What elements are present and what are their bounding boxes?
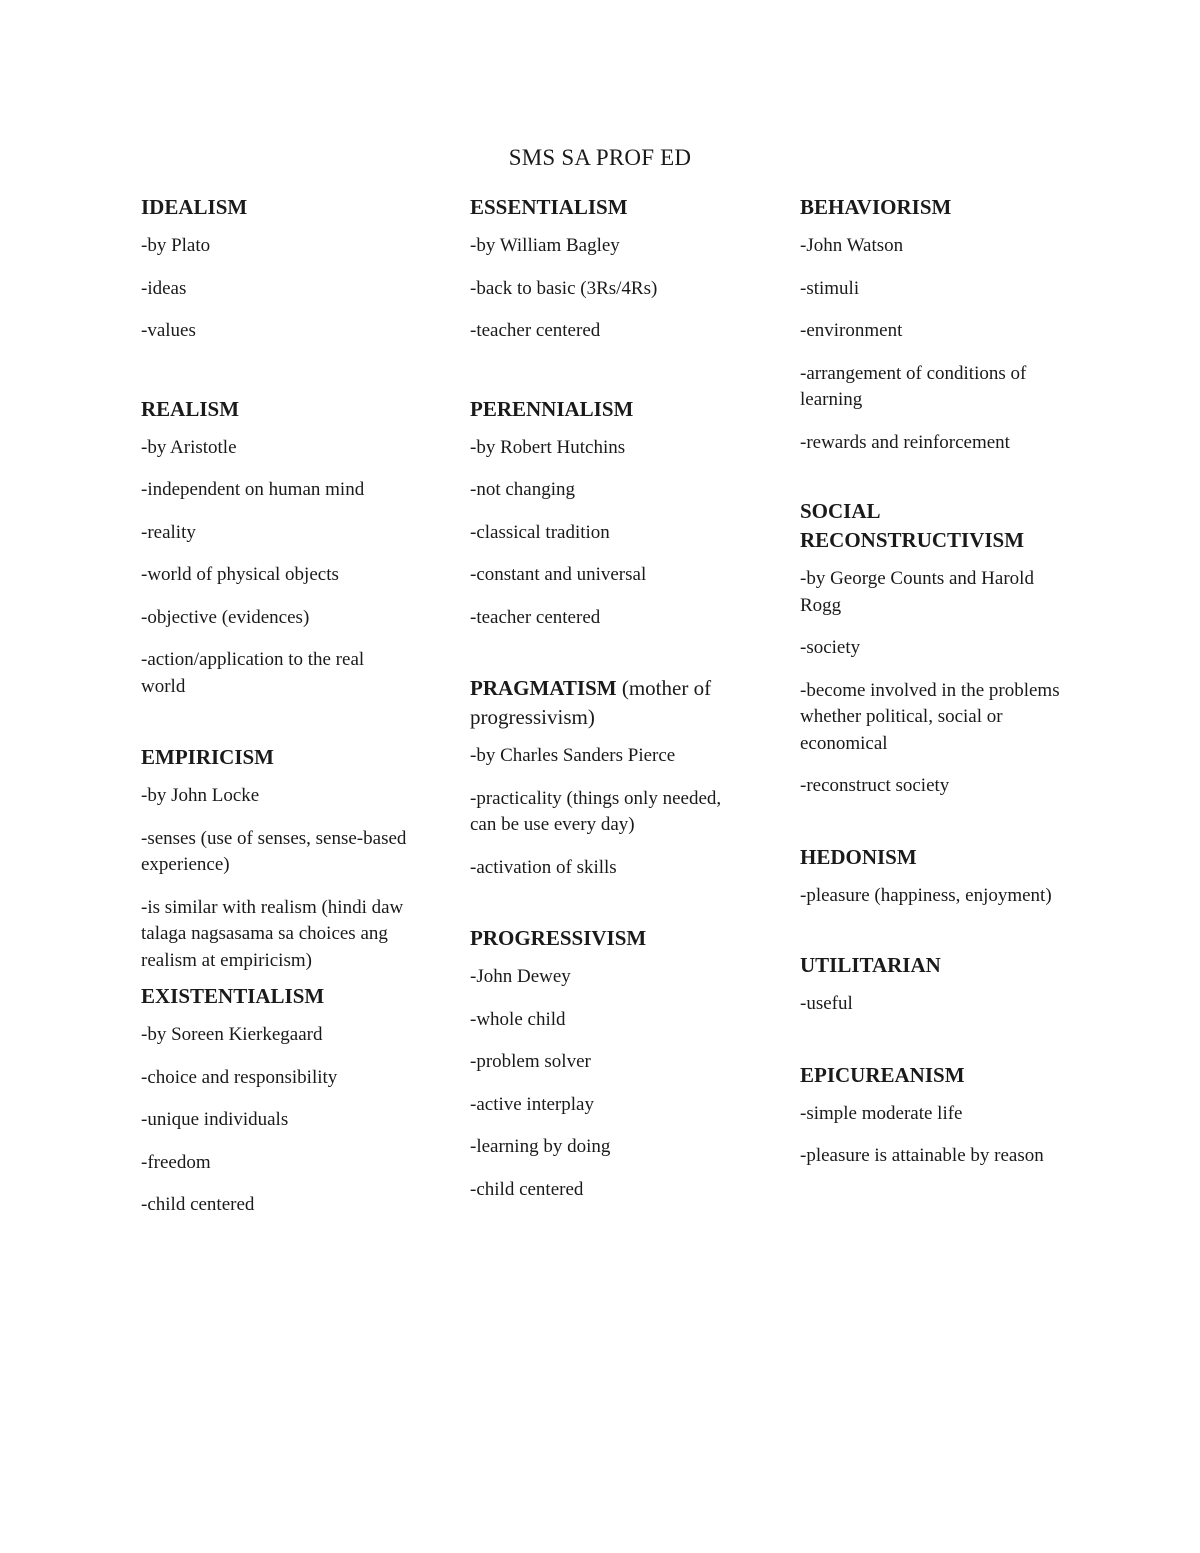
- list-item: -rewards and reinforcement: [800, 431, 1010, 453]
- section-heading: HEDONISM: [800, 844, 917, 869]
- section-heading: UTILITARIAN: [800, 953, 941, 977]
- column-1: [141, 193, 411, 1235]
- list-item: -active interplay: [470, 1093, 594, 1115]
- list-item: -back to basic (3Rs/4Rs): [470, 277, 658, 299]
- section-utilitarian: [800, 951, 1070, 1018]
- list-item: -by Aristotle: [141, 436, 237, 458]
- section-heading: BEHAVIORISM: [800, 195, 952, 219]
- section-heading: EPICUREANISM: [800, 1062, 965, 1087]
- list-item: -choice and responsibility: [141, 1066, 338, 1088]
- list-item: -stimuli: [800, 277, 860, 299]
- list-item: -unique individuals: [141, 1109, 289, 1130]
- list-item: -problem solver: [470, 1051, 591, 1072]
- section-perennialism: [470, 395, 740, 632]
- list-item: -is similar with realism (hindi daw talaga nagsasama sa choices ang realism at empiricism): [141, 896, 404, 971]
- list-item: -by Robert Hutchins: [470, 436, 626, 458]
- section-heading: SOCIAL RECONSTRUCTIVISM: [800, 499, 1025, 552]
- list-item: -values: [141, 320, 196, 341]
- list-item: -action/application to the real world: [141, 649, 365, 697]
- section-heading: PERENNIALISM: [470, 396, 634, 421]
- list-item: -classical tradition: [470, 521, 610, 543]
- list-item: -simple moderate life: [800, 1102, 963, 1124]
- list-item: -by George Counts and Harold Rogg: [800, 568, 1034, 616]
- list-item: -pleasure is attainable by reason: [800, 1145, 1044, 1166]
- section-idealism: [141, 193, 411, 345]
- list-item: -practicality (things only needed, can be use every day): [470, 787, 722, 835]
- list-item: -learning by doing: [470, 1136, 611, 1157]
- list-item: -environment: [800, 320, 903, 341]
- column-3: [800, 193, 1070, 1186]
- section-epicureanism: [800, 1061, 1070, 1170]
- section-empiricism: [141, 743, 411, 974]
- section-heading: REALISM: [141, 396, 240, 421]
- list-item: -by Plato: [141, 235, 211, 256]
- section-heading: IDEALISM: [141, 195, 248, 219]
- page-title: SMS SA PROF ED: [508, 145, 692, 170]
- list-item: -become involved in the problems whether political, social or economical: [800, 679, 1060, 754]
- section-pragmatism: [470, 674, 740, 881]
- list-item: -not changing: [470, 479, 576, 500]
- list-item: -arrangement of conditions of learning: [800, 362, 1027, 410]
- list-item: -independent on human mind: [141, 479, 365, 500]
- list-item: -teacher centered: [470, 320, 601, 341]
- list-item: -senses (use of senses, sense-based experience): [141, 827, 407, 875]
- section-realism: [141, 395, 411, 701]
- list-item: -reality: [141, 521, 196, 543]
- section-behaviorism: [800, 193, 1070, 456]
- list-item: -freedom: [141, 1151, 211, 1173]
- list-item: -constant and universal: [470, 564, 647, 585]
- list-item: -by William Bagley: [470, 235, 620, 256]
- list-item: -reconstruct society: [800, 775, 950, 796]
- list-item: -useful: [800, 993, 853, 1014]
- section-heading: [470, 674, 740, 732]
- list-item: -society: [800, 637, 861, 658]
- section-heading: PROGRESSIVISM: [470, 926, 647, 950]
- section-existentialism: [141, 982, 411, 1219]
- list-item: -child centered: [470, 1178, 584, 1200]
- list-item: -world of physical objects: [141, 564, 339, 585]
- list-item: -by John Locke: [141, 785, 260, 806]
- list-item: -John Dewey: [470, 966, 571, 987]
- section-hedonism: [800, 843, 1070, 910]
- list-item: -by Charles Sanders Pierce: [470, 745, 676, 766]
- list-item: -child centered: [141, 1194, 255, 1215]
- section-heading-title: PRAGMATISM: [470, 676, 617, 700]
- section-social-reconstructivism: [800, 497, 1070, 800]
- list-item: -pleasure (happiness, enjoyment): [800, 884, 1052, 906]
- section-progressivism: [470, 924, 740, 1203]
- list-item: -John Watson: [800, 235, 904, 256]
- list-item: -whole child: [470, 1008, 566, 1030]
- section-heading: ESSENTIALISM: [470, 195, 628, 219]
- section-heading: EMPIRICISM: [141, 745, 275, 769]
- list-item: -teacher centered: [470, 606, 601, 628]
- section-essentialism: [470, 193, 740, 345]
- list-item: -ideas: [141, 277, 187, 299]
- column-2: [470, 193, 740, 1219]
- list-item: -objective (evidences): [141, 606, 310, 628]
- section-heading-note: (mother of progressivism): [470, 676, 712, 729]
- list-item: -by Soreen Kierkegaard: [141, 1024, 323, 1045]
- section-heading: EXISTENTIALISM: [141, 984, 325, 1008]
- list-item: -activation of skills: [470, 856, 617, 878]
